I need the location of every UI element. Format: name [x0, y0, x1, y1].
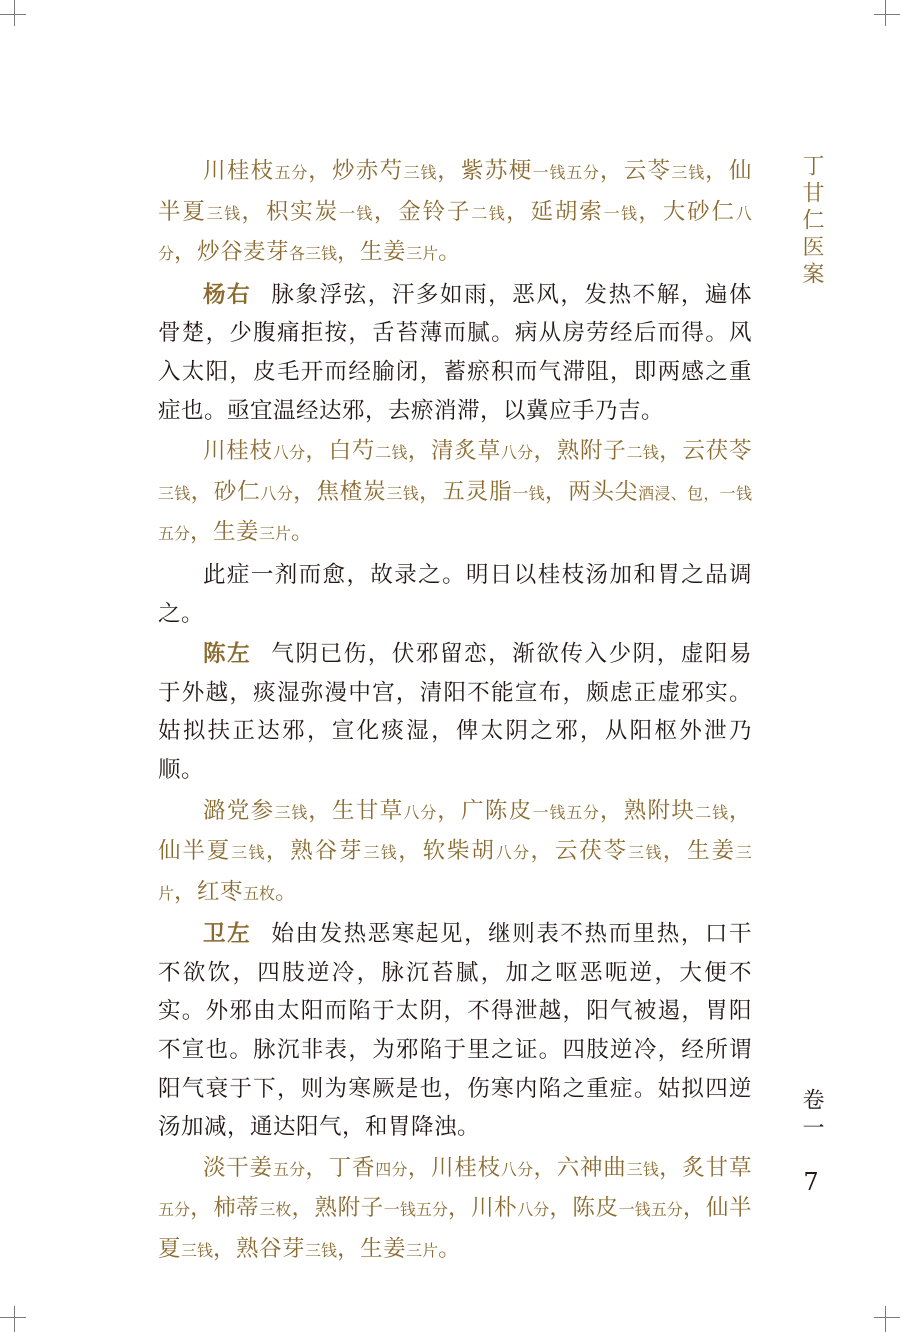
- case-paragraph: [158, 915, 752, 1147]
- herb-text: ，炒赤芍: [308, 158, 404, 184]
- herb-text: ，两头尖: [544, 478, 639, 505]
- dosage-text: 八分: [403, 802, 438, 822]
- crop-mark-top-left-h: [0, 14, 26, 15]
- herb-text: ，清炙草: [407, 438, 501, 465]
- page-body: [158, 152, 752, 1273]
- patient-name: 卫左: [203, 921, 252, 948]
- dosage-text: 三片: [406, 1241, 439, 1261]
- dosage-text: 各三钱: [289, 244, 338, 264]
- dosage-text: 二钱: [471, 203, 507, 223]
- dosage-text: 三钱: [403, 163, 438, 182]
- herb-text: ，枳实炭: [241, 198, 340, 225]
- case-paragraph: [158, 635, 752, 789]
- prescription-paragraph: [158, 792, 752, 914]
- herb-text: ，白芍: [305, 438, 376, 465]
- dosage-text: 五分: [272, 1159, 306, 1179]
- case-text: 气阴已伤，伏邪留恋，渐欲传入少阴，虚阳易于外越，痰湿弥漫中宫，清阳不能宣布，颇虑正虚邪实。姑拟扶正达邪，宣化痰湿，俾太阴之邪，从阳枢外泄乃顺。: [158, 641, 752, 783]
- herb-text: ，延胡索: [506, 198, 604, 225]
- dosage-text: 一钱五分: [618, 1200, 683, 1220]
- herb-text: ，五灵脂: [419, 478, 513, 505]
- prescription-paragraph: [158, 1149, 752, 1271]
- dosage-text: 三钱: [206, 203, 242, 223]
- herb-text: ，软柴胡: [398, 838, 496, 865]
- herb-text: 川桂枝: [203, 158, 275, 184]
- herb-text: ，熟谷芽: [265, 838, 364, 865]
- case-paragraph: [158, 276, 752, 430]
- herb-text: ，熟附子: [533, 438, 627, 465]
- note-paragraph: 此症一剂而愈，故录之。明日以桂枝汤加和胃之品调之。: [158, 561, 752, 627]
- dosage-text: 三枚: [259, 1200, 292, 1220]
- dosage-text: 一钱: [339, 203, 374, 223]
- dosage-text: 三钱: [671, 163, 706, 182]
- dosage-text: 五枚: [243, 883, 276, 903]
- dosage-text: 八分: [500, 443, 534, 463]
- herb-text: ，丁香: [305, 1154, 376, 1181]
- dosage-text: 五分: [274, 163, 309, 182]
- herb-text: ，熟附块: [599, 797, 696, 824]
- herb-text: ，仙半夏: [158, 797, 752, 865]
- dosage-text: 一钱五分: [532, 163, 600, 182]
- dosage-text: 八分: [500, 1159, 534, 1179]
- page-number: 7: [803, 1168, 819, 1196]
- running-title: 丁甘仁医案: [799, 154, 824, 289]
- herb-text: ，仙半夏: [158, 158, 752, 225]
- herb-text: ，云苓: [599, 158, 672, 184]
- herb-text: ，熟附子: [291, 1195, 384, 1222]
- dosage-text: 二钱: [695, 802, 729, 822]
- dosage-text: 八分: [495, 843, 531, 863]
- dosage-text: 三钱: [626, 1159, 660, 1179]
- herb-text: ，仙半夏: [158, 1195, 752, 1263]
- herb-text: 。: [291, 519, 315, 546]
- prescription-paragraph: [158, 152, 752, 274]
- dosage-text: 三钱: [386, 483, 420, 503]
- crop-mark-bottom-left: [14, 1306, 15, 1332]
- dosage-text: 三钱: [305, 1241, 338, 1261]
- dosage-text: 二钱: [626, 443, 660, 463]
- herb-text: ，川桂枝: [407, 1154, 501, 1181]
- herb-text: ，云茯苓: [530, 838, 628, 865]
- crop-mark-top-right-h: [874, 14, 900, 15]
- herb-text: ，云茯苓: [659, 438, 752, 465]
- herb-text: ，大砂仁: [638, 198, 736, 225]
- dosage-text: 八分: [272, 443, 306, 463]
- dosage-text: 酒浸、包，一钱五分: [158, 483, 752, 544]
- dosage-text: 三钱: [158, 483, 191, 503]
- dosage-text: 八分: [517, 1200, 550, 1220]
- dosage-text: 三片: [406, 244, 439, 264]
- herb-text: 淡干姜: [203, 1154, 273, 1181]
- volume-label: 卷一: [799, 1088, 824, 1144]
- dosage-text: 五分: [158, 1200, 191, 1220]
- herb-text: ，川朴: [448, 1195, 518, 1222]
- dosage-text: 八分: [260, 483, 294, 503]
- dosage-text: 二钱: [375, 443, 408, 463]
- dosage-text: 八分: [158, 203, 752, 264]
- dosage-text: 三片: [259, 524, 292, 544]
- herb-text: ，六神曲: [533, 1154, 627, 1181]
- herb-text: ，生姜: [337, 239, 407, 266]
- herb-text: ，广陈皮: [437, 797, 533, 824]
- herb-text: ，陈皮: [549, 1195, 619, 1222]
- herb-text: ，柿蒂: [190, 1195, 260, 1222]
- dosage-text: 三钱: [181, 1241, 214, 1261]
- dosage-text: 三钱: [274, 802, 309, 822]
- case-text: 始由发热恶寒起见，继则表不热而里热，口干不欲饮，四肢逆冷，脉沉苔腻，加之呕恶呃逆，大便不实。外邪由太阳而陷于太阴，不得泄越，阳气被遏，胃阳不宣也。脉沉非表，为邪陷于里之证。四肢逆冷，经所谓阳气衰于下，则为寒厥是也，伤寒内陷之重症。姑拟四逆汤加减，通达阳气，和胃降浊。: [158, 921, 752, 1141]
- dosage-text: 一钱五分: [532, 802, 600, 822]
- herb-text: 。: [438, 1236, 462, 1263]
- herb-text: ，熟谷芽: [213, 1236, 306, 1263]
- herb-text: ，炒谷麦芽: [174, 239, 290, 266]
- herb-text: 。: [438, 239, 462, 266]
- case-text: 脉象浮弦，汗多如雨，恶风，发热不解，遍体骨楚，少腹痛拒按，舌苔薄而腻。病从房劳经后而得。风入太阳，皮毛开而经腧闭，蓄瘀积而气滞阻，即两感之重症也。亟宜温经达邪，去瘀消滞，以冀应手乃吉。: [158, 281, 752, 424]
- patient-name: 杨右: [203, 281, 252, 308]
- dosage-text: 一钱五分: [383, 1200, 449, 1220]
- herb-text: ，砂仁: [190, 478, 261, 505]
- prescription-paragraph: [158, 432, 752, 554]
- dosage-text: 三钱: [627, 843, 663, 863]
- herb-text: ，紫苏梗: [437, 158, 533, 184]
- herb-text: ，红枣: [174, 878, 244, 905]
- dosage-text: 一钱: [603, 203, 639, 223]
- crop-mark-bottom-right: [885, 1306, 886, 1332]
- dosage-text: 三钱: [231, 843, 266, 863]
- herb-text: ，生姜: [190, 519, 260, 546]
- crop-mark-top-right: [885, 0, 886, 26]
- crop-mark-bottom-right-h: [874, 1317, 900, 1318]
- dosage-text: 一钱: [512, 483, 545, 503]
- herb-text: 潞党参: [203, 797, 275, 824]
- dosage-text: 三片: [158, 843, 752, 903]
- crop-mark-top-left: [14, 0, 15, 26]
- dosage-text: 三钱: [363, 843, 399, 863]
- herb-text: ，焦楂炭: [293, 478, 387, 505]
- herb-text: ，金铃子: [373, 198, 472, 225]
- herb-text: ，炙甘草: [659, 1154, 752, 1181]
- patient-name: 陈左: [203, 641, 252, 668]
- herb-text: ，生姜: [337, 1236, 407, 1263]
- crop-mark-bottom-left-h: [0, 1317, 26, 1318]
- herb-text: ，生姜: [662, 838, 736, 865]
- herb-text: ，生甘草: [308, 797, 404, 824]
- herb-text: 川桂枝: [203, 438, 273, 465]
- herb-text: 。: [275, 878, 299, 905]
- dosage-text: 四分: [375, 1159, 408, 1179]
